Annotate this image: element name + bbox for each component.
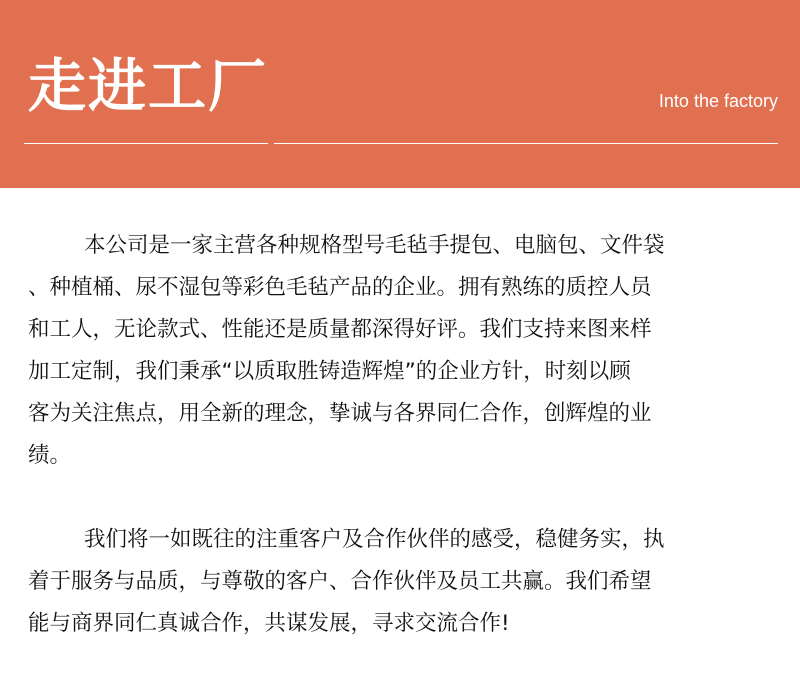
divider-left <box>24 143 268 144</box>
company-intro <box>28 225 776 645</box>
page-subtitle-en: Into the factory <box>658 91 778 111</box>
paragraph-line: 和工人，无论款式、性能还是质量都深得好评。我们支持来图来样 <box>28 317 652 342</box>
paragraph-line: 绩。 <box>28 443 72 468</box>
paragraph-line: 加工定制，我们秉承“以质取胜铸造辉煌”的企业方针，时刻以顾 <box>28 359 631 384</box>
intro-paragraph-1 <box>28 225 776 519</box>
header-banner <box>0 0 800 188</box>
paragraph-line: 着于服务与品质，与尊敬的客户、合作伙伴及员工共赢。我们希望 <box>28 569 652 594</box>
paragraph-line: 能与商界同仁真诚合作，共谋发展，寻求交流合作! <box>28 611 510 636</box>
paragraph-line: 本公司是一家主营各种规格型号毛毡手提包、电脑包、文件袋 <box>84 233 665 258</box>
paragraph-line: 客为关注焦点，用全新的理念，挚诚与各界同仁合作，创辉煌的业 <box>28 401 652 426</box>
paragraph-line: 、种植桶、尿不湿包等彩色毛毡产品的企业。拥有熟练的质控人员 <box>28 275 652 300</box>
intro-paragraph-2 <box>28 519 776 645</box>
divider-right <box>274 143 778 144</box>
page-title: 走进工厂 <box>28 52 269 120</box>
paragraph-line: 我们将一如既往的注重客户及合作伙伴的感受，稳健务实，执 <box>84 527 665 552</box>
